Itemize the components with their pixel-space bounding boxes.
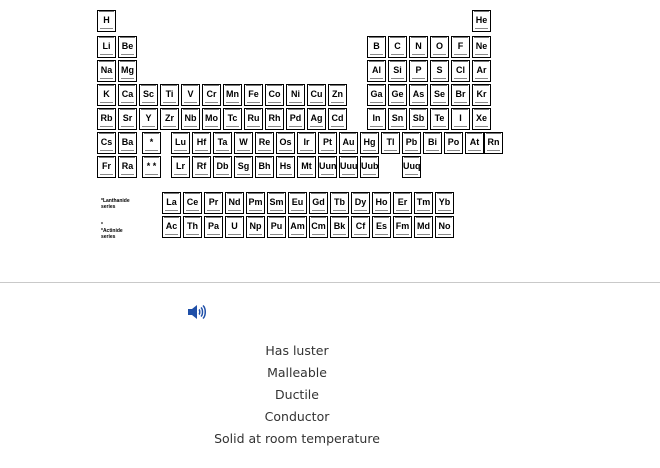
element-symbol: Es (375, 221, 387, 231)
element-symbol: Ru (247, 113, 260, 123)
element-cell (244, 84, 263, 106)
element-symbol: U (231, 221, 238, 231)
element-cell (430, 108, 449, 130)
element-symbol: Sn (391, 113, 404, 123)
actinide-cell (288, 216, 307, 238)
lanthanide-cell (330, 192, 349, 214)
element-symbol: Xe (475, 113, 487, 123)
element-symbol: Ta (217, 137, 228, 147)
element-symbol: At (469, 137, 480, 147)
element-symbol: Bh (258, 161, 271, 171)
actinide-cell (267, 216, 286, 238)
element-cell (213, 132, 232, 154)
element-symbol: Ag (310, 113, 323, 123)
element-symbol: Gd (312, 197, 325, 207)
element-symbol: Sb (412, 113, 425, 123)
lanthanide-series-label: *Lanthanide series (101, 198, 130, 210)
element-cell (213, 156, 232, 178)
element-symbol: Ca (121, 89, 134, 99)
element-cell (402, 156, 421, 178)
element-cell (160, 84, 179, 106)
element-cell (118, 36, 137, 58)
element-symbol: Pd (289, 113, 302, 123)
element-symbol: N (415, 41, 422, 51)
element-cell (181, 84, 200, 106)
element-cell (451, 36, 470, 58)
element-symbol: Os (279, 137, 292, 147)
element-symbol: Uub (361, 161, 379, 171)
lanthanide-cell (162, 192, 181, 214)
element-cell (234, 132, 253, 154)
lanthanide-cell (309, 192, 328, 214)
element-cell (234, 156, 253, 178)
element-symbol: C (394, 41, 401, 51)
element-symbol: Cf (355, 221, 366, 231)
element-cell (388, 84, 407, 106)
element-symbol: * (149, 137, 154, 147)
element-symbol: Fe (248, 89, 259, 99)
element-cell (339, 132, 358, 154)
element-symbol: K (103, 89, 110, 99)
element-cell (97, 36, 116, 58)
element-cell (318, 132, 337, 154)
element-symbol: Ge (391, 89, 404, 99)
audio-button[interactable] (186, 302, 206, 322)
element-cell (171, 156, 190, 178)
element-symbol: Uun (319, 161, 337, 171)
element-symbol: Nd (228, 197, 241, 207)
element-symbol: Cl (456, 65, 465, 75)
element-cell (328, 84, 347, 106)
properties-list (200, 343, 394, 453)
element-cell (367, 36, 386, 58)
element-symbol: I (459, 113, 462, 123)
element-cell (265, 84, 284, 106)
element-symbol: V (187, 89, 194, 99)
element-cell (472, 60, 491, 82)
element-cell (409, 60, 428, 82)
element-symbol: Lu (175, 137, 186, 147)
actinide-cell (351, 216, 370, 238)
element-cell (472, 10, 491, 32)
element-symbol: Pt (323, 137, 332, 147)
element-cell (223, 84, 242, 106)
element-cell (367, 108, 386, 130)
element-cell (142, 132, 161, 154)
element-symbol: Sc (142, 89, 154, 99)
element-cell (255, 156, 274, 178)
element-cell (409, 36, 428, 58)
element-cell (360, 132, 379, 154)
element-cell (118, 84, 137, 106)
lanthanide-cell (351, 192, 370, 214)
element-symbol: Sr (122, 113, 133, 123)
actinide-cell (414, 216, 433, 238)
element-cell (484, 132, 503, 154)
element-cell (328, 108, 347, 130)
element-symbol: Dy (354, 197, 367, 207)
element-cell (160, 108, 179, 130)
lanthanide-cell (393, 192, 412, 214)
element-symbol: Tb (334, 197, 345, 207)
actinide-cell (330, 216, 349, 238)
element-cell (97, 108, 116, 130)
element-symbol: H (103, 15, 110, 25)
element-cell (202, 84, 221, 106)
element-cell (181, 108, 200, 130)
element-cell (465, 132, 484, 154)
element-cell (388, 108, 407, 130)
property-item: Solid at room temperature (214, 431, 380, 446)
element-symbol: F (457, 41, 464, 51)
element-cell (255, 132, 274, 154)
element-symbol: Ti (165, 89, 174, 99)
divider (0, 282, 660, 283)
element-symbol: Rh (268, 113, 281, 123)
lanthanide-cell (246, 192, 265, 214)
actinide-cell (435, 216, 454, 238)
element-symbol: Po (447, 137, 460, 147)
actinide-cell (246, 216, 265, 238)
element-cell (97, 84, 116, 106)
element-symbol: Mt (301, 161, 312, 171)
property-item: Has luster (265, 343, 329, 358)
element-symbol: La (166, 197, 177, 207)
element-symbol: As (412, 89, 425, 99)
element-symbol: Au (342, 137, 355, 147)
element-cell (276, 132, 295, 154)
element-symbol: Se (433, 89, 445, 99)
element-symbol: He (475, 15, 488, 25)
element-symbol: Bk (333, 221, 346, 231)
element-symbol: Cr (206, 89, 217, 99)
element-symbol: Mo (205, 113, 218, 123)
element-symbol: Fr (102, 161, 111, 171)
element-symbol: Sm (269, 197, 284, 207)
element-cell (97, 10, 116, 32)
element-symbol: Be (121, 41, 134, 51)
element-symbol: Tl (386, 137, 395, 147)
element-cell (202, 108, 221, 130)
element-cell (423, 132, 442, 154)
element-symbol: Uuu (340, 161, 358, 171)
element-cell (142, 156, 161, 178)
element-cell (276, 156, 295, 178)
actinide-cell (309, 216, 328, 238)
element-cell (451, 108, 470, 130)
element-symbol: Cu (310, 89, 323, 99)
element-cell (118, 132, 137, 154)
element-symbol: B (373, 41, 380, 51)
element-symbol: Ba (121, 137, 134, 147)
element-cell (451, 84, 470, 106)
element-symbol: Cd (331, 113, 344, 123)
lanthanide-cell (414, 192, 433, 214)
element-symbol: Ar (476, 65, 487, 75)
element-symbol: Mn (226, 89, 239, 99)
element-symbol: Si (393, 65, 402, 75)
element-symbol: Cs (100, 137, 113, 147)
element-symbol: Ni (291, 89, 300, 99)
element-symbol: Al (372, 65, 381, 75)
actinide-cell (183, 216, 202, 238)
element-symbol: Hs (279, 161, 292, 171)
element-cell (297, 156, 316, 178)
element-symbol: Hg (363, 137, 376, 147)
element-cell (139, 84, 158, 106)
lanthanide-cell (267, 192, 286, 214)
element-cell (192, 132, 211, 154)
element-cell (97, 156, 116, 178)
element-cell (97, 60, 116, 82)
element-symbol: No (438, 221, 451, 231)
element-cell (367, 60, 386, 82)
element-cell (409, 108, 428, 130)
element-cell (97, 132, 116, 154)
element-cell (444, 132, 463, 154)
element-cell (451, 60, 470, 82)
element-symbol: Fm (395, 221, 410, 231)
element-cell (430, 84, 449, 106)
element-symbol: Pa (207, 221, 219, 231)
element-cell (192, 156, 211, 178)
element-symbol: Cm (311, 221, 326, 231)
actinide-cell (225, 216, 244, 238)
element-cell (339, 156, 358, 178)
element-cell (307, 108, 326, 130)
element-symbol: Md (417, 221, 430, 231)
element-symbol: Ra (121, 161, 134, 171)
element-symbol: Pb (405, 137, 418, 147)
element-cell (139, 108, 158, 130)
element-cell (244, 108, 263, 130)
element-symbol: Re (258, 137, 271, 147)
element-cell (118, 156, 137, 178)
element-symbol: P (415, 65, 422, 75)
element-cell (367, 84, 386, 106)
element-symbol: Te (434, 113, 445, 123)
element-symbol: Hf (196, 137, 207, 147)
element-cell (118, 60, 137, 82)
element-symbol: Zn (332, 89, 343, 99)
element-symbol: Db (216, 161, 229, 171)
element-symbol: Y (145, 113, 152, 123)
element-symbol: Rn (487, 137, 500, 147)
element-symbol: Sg (237, 161, 250, 171)
element-symbol: Zr (165, 113, 174, 123)
actinide-series-label: * *Actinide series (101, 222, 123, 240)
element-symbol: Pu (270, 221, 283, 231)
element-cell (118, 108, 137, 130)
lanthanide-cell (204, 192, 223, 214)
element-symbol: Rf (196, 161, 207, 171)
element-symbol: Eu (291, 197, 304, 207)
element-symbol: Ho (375, 197, 388, 207)
element-cell (430, 36, 449, 58)
property-item: Malleable (267, 365, 327, 380)
element-symbol: Ce (186, 197, 199, 207)
element-cell (265, 108, 284, 130)
element-symbol: Er (397, 197, 408, 207)
element-symbol: Ne (475, 41, 488, 51)
element-symbol: Ac (165, 221, 178, 231)
lanthanide-cell (225, 192, 244, 214)
element-cell (360, 156, 379, 178)
actinide-cell (204, 216, 223, 238)
element-symbol: Mg (121, 65, 134, 75)
element-symbol: Br (455, 89, 466, 99)
property-item: Conductor (264, 409, 330, 424)
element-cell (472, 36, 491, 58)
element-cell (318, 156, 337, 178)
lanthanide-cell (288, 192, 307, 214)
element-symbol: Uuq (403, 161, 421, 171)
element-symbol: Pm (248, 197, 263, 207)
element-cell (388, 60, 407, 82)
element-cell (430, 60, 449, 82)
element-symbol: Tm (416, 197, 431, 207)
speaker-icon (186, 302, 206, 322)
lanthanide-cell (372, 192, 391, 214)
element-cell (409, 84, 428, 106)
element-symbol: Li (102, 41, 111, 51)
lanthanide-cell (183, 192, 202, 214)
element-symbol: S (436, 65, 443, 75)
element-symbol: Np (249, 221, 262, 231)
element-symbol: In (372, 113, 381, 123)
actinide-cell (372, 216, 391, 238)
element-symbol: Bi (428, 137, 437, 147)
element-symbol: Ga (370, 89, 383, 99)
element-symbol: Ir (303, 137, 310, 147)
element-symbol: Th (187, 221, 198, 231)
element-cell (402, 132, 421, 154)
element-cell (223, 108, 242, 130)
element-symbol: Lr (176, 161, 185, 171)
element-symbol: Nb (184, 113, 197, 123)
element-symbol: Rb (100, 113, 113, 123)
actinide-cell (162, 216, 181, 238)
element-symbol: O (435, 41, 443, 51)
element-symbol: Yb (438, 197, 451, 207)
element-cell (472, 84, 491, 106)
element-cell (388, 36, 407, 58)
element-symbol: W (239, 137, 248, 147)
element-symbol: Co (268, 89, 281, 99)
element-symbol: Pr (208, 197, 219, 207)
element-cell (381, 132, 400, 154)
element-cell (472, 108, 491, 130)
element-cell (171, 132, 190, 154)
lanthanide-cell (435, 192, 454, 214)
element-symbol: * * (146, 161, 157, 171)
property-item: Ductile (275, 387, 319, 402)
element-symbol: Kr (476, 89, 487, 99)
actinide-cell (393, 216, 412, 238)
element-symbol: Am (290, 221, 305, 231)
element-cell (307, 84, 326, 106)
element-symbol: Na (100, 65, 113, 75)
element-cell (286, 84, 305, 106)
element-symbol: Tc (227, 113, 238, 123)
element-cell (286, 108, 305, 130)
element-cell (297, 132, 316, 154)
